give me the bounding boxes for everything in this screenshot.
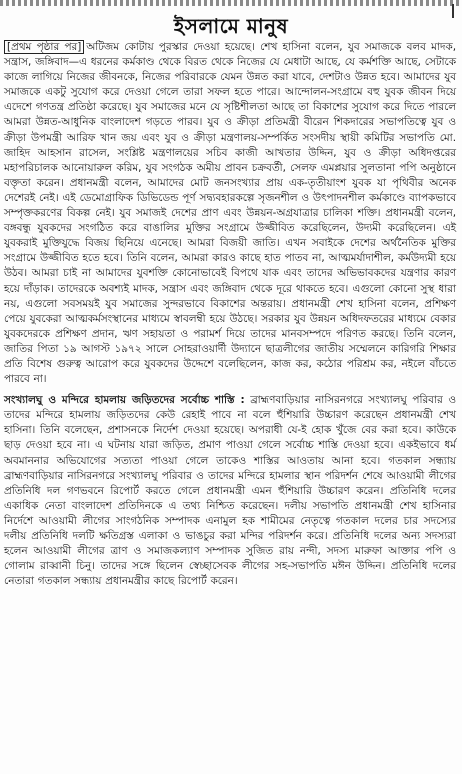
continuation-label: [প্রথম পৃষ্ঠার পর] bbox=[4, 40, 84, 54]
continuation-label-text: প্রথম পৃষ্ঠার পর bbox=[11, 41, 78, 53]
paragraph-1-text: অটিজম কোটায় পুরস্কার দেওয়া হয়েছে। শেখ হাসিনা বলেন, যুব সমাজকে বলব মাদক, সন্ত্রাস, জঙ্গিবাদ—এ ধরনের কর্মকাণ্ড থেকে বিরত থেকে নিজের যে মেধাটা আছে, যে কর্মশক্তি আছে, সেটাকে কাজে লাগিয়ে নিজের জীবনকে, নিজের পরিবারকে যেমন উন্নত করা যাবে, দেশটাও উন্নত হবে। আমাদের যুব সমাজকে একটু সুযোগ করে দেওয়া গেলে তারা সফল হতে পারে। আন্দোলন-সংগ্রামে বহু যুবক জীবন দিয়ে এদেশে গণতন্ত্র প্রতিষ্ঠা করেছে। যুব সমাজের মনে যে সৃষ্টিশীলতা আছে তা বিকাশের সুযোগ করে দিতে পারলে আমরা উন্নত-আধুনিক বাংলাদেশ গড়তে পারব। যুব ও ক্রীড়া প্রতিমন্ত্রী বীরেন শিকদারের সভাপতিত্বে যুব ও ক্রীড়া উপমন্ত্রী আরিফ খান জয় এবং যুব ও ক্রীড়া মন্ত্রণালয়-সম্পর্কিত সংসদীয় স্থায়ী কমিটির সভাপতি মো. জাহিদ আহসান রাসেল, সংশ্লিষ্ট মন্ত্রণালয়ের সচিব কাজী আখতার উদ্দিন, যুব ও ক্রীড়া অধিদপ্তরের মহাপরিচালক আনোয়ারুল করিম, যুব সংগঠক অমীয় প্রাবন চক্রবর্তী, সেলফ এমপ্লয়ার সুলতানা পপি অনুষ্ঠানে বক্তৃতা করেন। প্রধানমন্ত্রী বলেন, আমাদের মোট জনসংখ্যার প্রায় এক-তৃতীয়াংশ যুবক যা পৃথিবীর অনেক দেশেরই নেই। এই ডেমোগ্রাফিক ডিভিডেন্ড পূর্ণ সদ্ব্যবহারকল্পে সৃজনশীল ও উৎপাদনশীল কর্মকাণ্ডে ব্যাপকভাবে সম্পৃক্তকরণের বিকল্প নেই। যুব সমাজই দেশের প্রাণ এবং উন্নয়ন-অগ্রযাত্রার চালিকা শক্তি। প্রধানমন্ত্রী বলেন, বঙ্গবন্ধু যুবকদের সংগঠিত করে বাঙালির মুক্তির সংগ্রামে উজ্জীবিত করেছিলেন, উদ্যমী করেছিলেন। এই যুবকরাই মুক্তিযুদ্ধে বিজয় ছিনিয়ে এনেছে। আমরা বিজয়ী জাতি। এখন সবাইকে দেশের অর্থনৈতিক মুক্তির সংগ্রামে উজ্জীবিত হতে হবে। তিনি বলেন, আমরা কারও কাছে হাত পাতব না, আত্মমর্যাদাশীল, কর্মউদ্যমী হয়ে উঠব। আমরা চাই না আমাদের যুবশক্তি কোনোভাবেই বিপথে যাক এবং তাদের অভিভাবকদের যন্ত্রণার কারণ হয়ে দাঁড়াক। তাদেরকে অবশ্যই মাদক, সন্ত্রাস এবং জঙ্গিবাদ থেকে দূরে থাকতে হবে। এগুলো কোনো সুস্থ ধারা নয়, এগুলো সবসময়ই যুব সমাজের সুন্দরভাবে বিকাশের অন্তরায়। প্রধানমন্ত্রী শেখ হাসিনা বলেন, প্রশিক্ষণ পেয়ে যুবকেরা আত্মকর্মসংস্থানের মাধ্যমে স্বাবলম্বী হয়ে উঠছে। সরকার যুব উন্নয়ন অধিদফতরের মাধ্যমে বেকার যুবকদেরকে প্রশিক্ষণ প্রদান, ঋণ সহায়তা ও পরামর্শ দিয়ে তাদের মানবসম্পদে পরিণত করছে। তিনি বলেন, জাতির পিতা ১৯ আগস্ট ১৯৭২ সালে সোহরাওয়ার্দী উদ্যানে ছাত্রলীগের জাতীয় সম্মেলনে কারিগরি শিক্ষার প্রতি বিশেষ গুরুত্ব আরোপ করে যুবকদের উদ্দেশে বলেছিলেন, কাজ কর, কঠোর পরিশ্রম কর, নইলে বাঁচতে পারবে না। bbox=[4, 41, 456, 386]
top-divider bbox=[0, 0, 462, 6]
subheading-minority-attack: সংখ্যালঘু ও মন্দিরে হামলায় জড়িতদের সর্বোচ্চ শাস্তি : bbox=[4, 394, 245, 407]
paragraph-1 bbox=[4, 40, 456, 387]
paragraph-2-text: ব্রাহ্মণবাড়িয়ার নাসিরনগরে সংখ্যালঘু পরিবার ও তাদের মন্দিরে হামলায় জড়িতদের কেউ রেহাই পাবে না বলে হুঁশিয়ারি উচ্চারণ করেছেন প্রধানমন্ত্রী শেখ হাসিনা। তিনি বলেছেন, প্রশাসনকে নির্দেশ দেওয়া হয়েছে। অপরাধী যে-ই হোক খুঁজে বের করা হবে। কাউকে ছাড় দেওয়া হবে না। এ ঘটনায় যারা জড়িত, প্রমাণ পাওয়া গেলে সর্বোচ্চ শাস্তি দেওয়া হবে। একইভাবে ধর্ম অবমাননার অভিযোগের সত্যতা পাওয়া গেলে তাকেও শাস্তির আওতায় আনা হবে। গতকাল সন্ধ্যায় ব্রাহ্মণবাড়িয়ার নাসিরনগরে সংখ্যালঘু পরিবার ও তাদের মন্দিরে হামলার স্থান পরিদর্শন শেষে আওয়ামী লীগের প্রতিনিধি দল গণভবনে রিপোর্ট করতে গেলে প্রধানমন্ত্রী এমন হুঁশিয়ারি উচ্চারণ করেন। প্রতিনিধি দলের একাধিক নেতা বাংলাদেশ প্রতিদিনকে এ তথ্য নিশ্চিত করেছেন। দলীয় সভাপতি প্রধানমন্ত্রী শেখ হাসিনার নির্দেশে আওয়ামী লীগের সাংগঠনিক সম্পাদক এনামুল হক শামীমের নেতৃত্বে গতকাল দলের চার সদস্যের দলীয় প্রতিনিধি দলটি ক্ষতিগ্রস্ত এলাকা ও ভাঙচুর করা মন্দির পরিদর্শন করে। প্রতিনিধি দলের অন্য সদস্যরা হলেন আওয়ামী লীগের ত্রাণ ও সমাজকল্যাণ সম্পাদক সুজিত রায় নন্দী, সদস্য মারুফা আক্তার পপি ও গোলাম রাব্বানী চিনু। তাদের সঙ্গে ছিলেন স্বেচ্ছাসেবক লীগের সহ-সভাপতি মঈন উদ্দিন। প্রতিনিধি দলের নেতারা গতকাল সন্ধ্যায় প্রধানমন্ত্রীর কাছে রিপোর্ট করেন। bbox=[4, 394, 456, 588]
paragraph-2 bbox=[4, 393, 456, 589]
article-headline: ইসলামে মানুষ bbox=[173, 14, 289, 38]
article-body bbox=[4, 40, 456, 589]
